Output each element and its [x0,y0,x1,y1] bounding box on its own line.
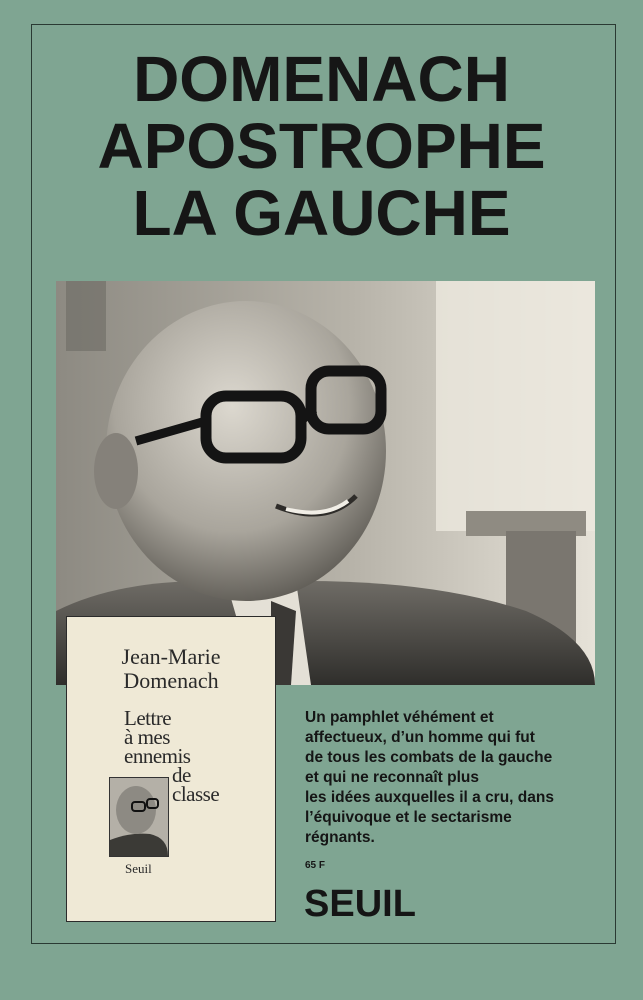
book-title-line-3: ennemis [124,744,191,768]
publisher-logo: SEUIL [304,883,416,925]
blurb-line-7: régnants. [305,829,375,846]
book-author-last-name: Domenach [123,668,219,693]
blurb-line-1: Un pamphlet véhément et [305,709,494,726]
price-label: 65 F [305,860,326,871]
mini-portrait-illustration [110,778,168,856]
book-title-line-4: de [172,763,191,787]
blurb-line-2: affectueux, d’un homme qui fut [305,729,535,746]
blurb-line-3: de tous les combats de la gauche [305,749,553,766]
book-cover-mini-portrait [109,777,169,857]
book-publisher: Seuil [125,861,152,876]
book-cover [66,616,276,922]
blurb-line-4: et qui ne reconnaît plus [305,769,479,786]
blurb-line-6: l’équivoque et le sectarisme [305,809,512,826]
book-title-line-1: Lettre [124,706,172,730]
headline-line-3: LA GAUCHE [132,177,511,249]
book-title-line-5: classe [172,782,220,806]
blurb-text [305,708,605,848]
headline-line-2: APOSTROPHE [97,110,546,182]
book-title-line-2: à mes [124,725,170,749]
book-author [67,645,275,693]
headline [0,43,643,249]
blurb-line-5: les idées auxquelles il a cru, dans [305,789,554,806]
headline-line-1: DOMENACH [133,43,510,115]
book-author-first-name: Jean-Marie [121,644,221,669]
